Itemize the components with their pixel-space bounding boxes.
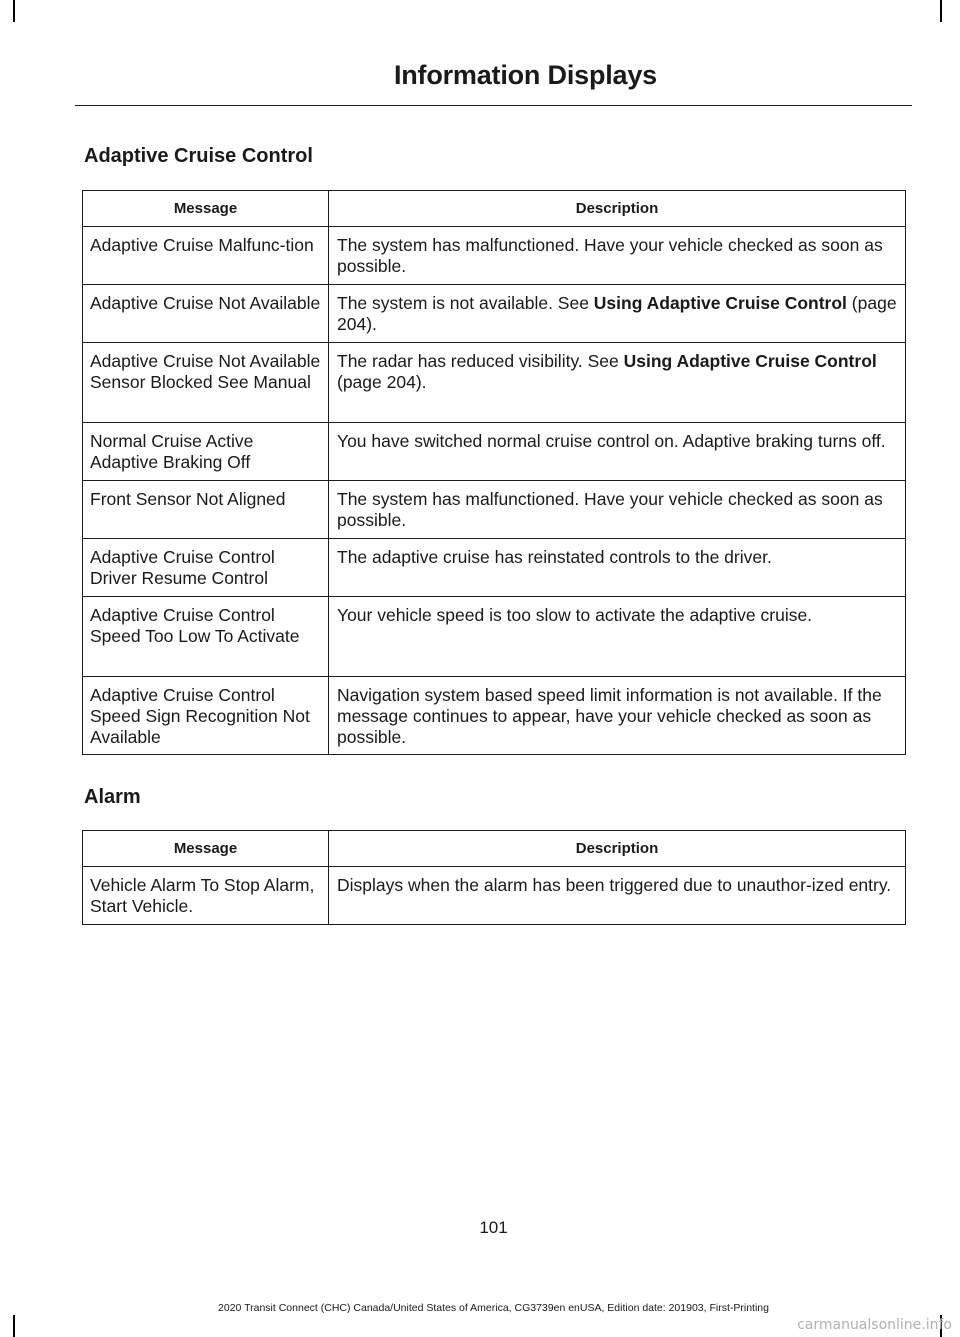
table-row bbox=[83, 867, 906, 925]
table-row bbox=[83, 343, 906, 423]
description-text: Navigation system based speed limit information is not available. If the message continues to appear, have your vehicle checked as soon as possible. bbox=[337, 685, 882, 747]
crop-mark-top-left bbox=[13, 0, 15, 22]
table-row bbox=[83, 597, 906, 677]
description-cell bbox=[329, 285, 906, 343]
cross-reference-link[interactable]: Using Adaptive Cruise Control bbox=[623, 351, 877, 371]
table-row bbox=[83, 423, 906, 481]
page-reference-text: (page 204). bbox=[337, 293, 897, 334]
description-text: The adaptive cruise has reinstated controls to the driver. bbox=[337, 547, 772, 567]
table-row bbox=[83, 227, 906, 285]
description-text: The system is not available. See bbox=[337, 293, 594, 313]
column-header-message: Message bbox=[83, 191, 329, 227]
crop-mark-top-right bbox=[940, 0, 942, 22]
message-cell: Vehicle Alarm To Stop Alarm, Start Vehicle. bbox=[83, 867, 329, 925]
description-cell bbox=[329, 343, 906, 423]
message-cell: Adaptive Cruise Control Driver Resume Control bbox=[83, 539, 329, 597]
message-cell: Adaptive Cruise Not Available Sensor Blocked See Manual bbox=[83, 343, 329, 423]
page-footer-edition-info: 2020 Transit Connect (CHC) Canada/United States of America, CG3739en enUSA, Edition date: 201903, First-Printing bbox=[218, 1302, 769, 1314]
description-cell bbox=[329, 227, 906, 285]
crop-mark-bottom-left bbox=[13, 1315, 15, 1337]
message-cell: Adaptive Cruise Malfunc-tion bbox=[83, 227, 329, 285]
adaptive-cruise-message-table bbox=[82, 190, 906, 755]
description-text: The system has malfunctioned. Have your vehicle checked as soon as possible. bbox=[337, 489, 883, 530]
description-text: Displays when the alarm has been triggered due to unauthor-ized entry. bbox=[337, 875, 892, 895]
message-cell: Adaptive Cruise Control Speed Sign Recognition Not Available bbox=[83, 677, 329, 755]
table-row bbox=[83, 539, 906, 597]
description-text: Your vehicle speed is too slow to activate the adaptive cruise. bbox=[337, 605, 813, 625]
alarm-message-table bbox=[82, 830, 906, 925]
description-cell bbox=[329, 867, 906, 925]
description-cell bbox=[329, 597, 906, 677]
column-header-description: Description bbox=[329, 191, 906, 227]
description-cell bbox=[329, 423, 906, 481]
message-cell: Normal Cruise Active Adaptive Braking Off bbox=[83, 423, 329, 481]
description-cell bbox=[329, 481, 906, 539]
description-text: You have switched normal cruise control on. Adaptive braking turns off. bbox=[337, 431, 886, 451]
watermark: carmanualsonline.info bbox=[797, 1317, 952, 1333]
header-rule bbox=[75, 105, 912, 106]
description-text: The system has malfunctioned. Have your vehicle checked as soon as possible. bbox=[337, 235, 883, 276]
description-cell bbox=[329, 677, 906, 755]
column-header-description: Description bbox=[329, 831, 906, 867]
table-header-row bbox=[83, 191, 906, 227]
page-reference-text: (page 204). bbox=[337, 372, 427, 392]
cross-reference-link[interactable]: Using Adaptive Cruise Control bbox=[593, 293, 847, 313]
description-cell bbox=[329, 539, 906, 597]
section-heading-alarm: Alarm bbox=[84, 786, 141, 808]
message-cell: Adaptive Cruise Control Speed Too Low To Activate bbox=[83, 597, 329, 677]
table-header-row bbox=[83, 831, 906, 867]
page-header-title: Information Displays bbox=[393, 60, 657, 90]
page-number: 101 bbox=[479, 1218, 508, 1237]
message-cell: Front Sensor Not Aligned bbox=[83, 481, 329, 539]
description-text: The radar has reduced visibility. See bbox=[337, 351, 624, 371]
table-row bbox=[83, 677, 906, 755]
table-row bbox=[83, 285, 906, 343]
message-cell: Adaptive Cruise Not Available bbox=[83, 285, 329, 343]
section-heading-adaptive-cruise: Adaptive Cruise Control bbox=[84, 145, 313, 167]
table-row bbox=[83, 481, 906, 539]
column-header-message: Message bbox=[83, 831, 329, 867]
